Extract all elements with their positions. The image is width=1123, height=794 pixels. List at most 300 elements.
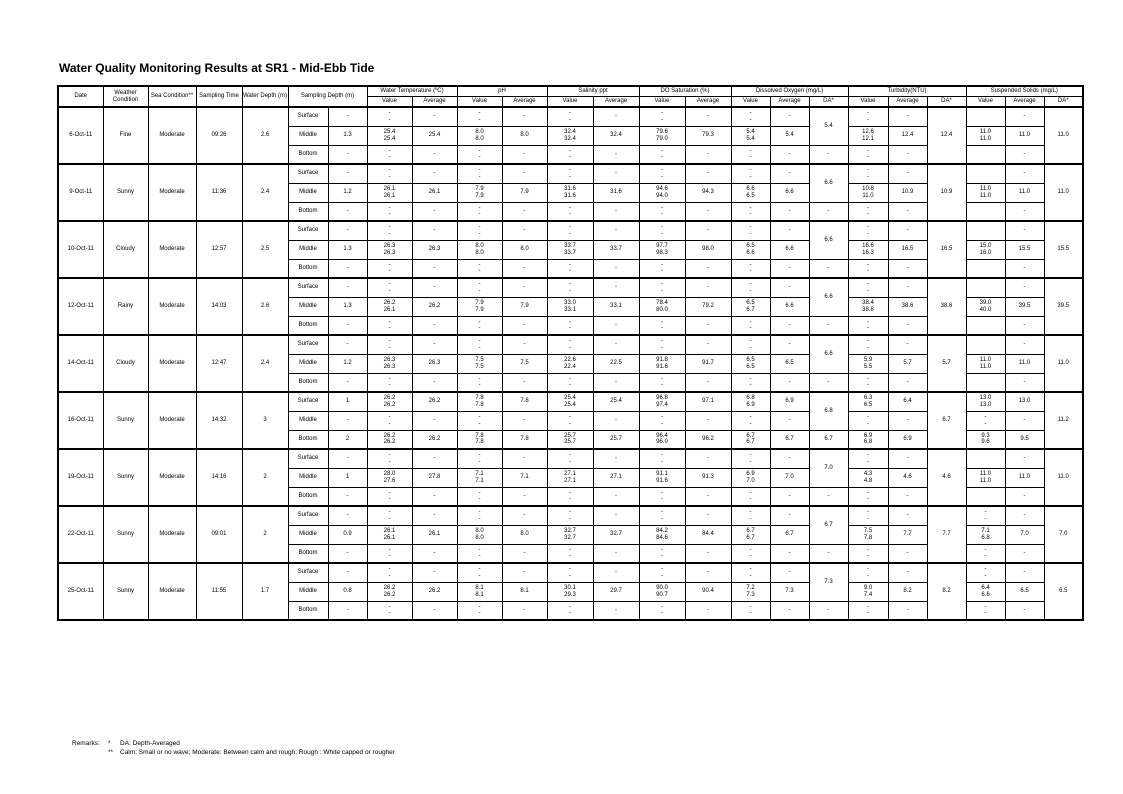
- water-depth-cell: 2.6: [242, 278, 288, 335]
- subheader-da: DA*: [1044, 97, 1083, 108]
- water-temp-average: -: [412, 487, 457, 506]
- reading-value: -: [984, 546, 987, 553]
- header-dissolved-oxygen: Dissolved Oxygen (mg/L): [731, 86, 848, 97]
- ph-average: 8.0: [502, 126, 547, 145]
- water-temp-average: -: [412, 164, 457, 183]
- dissolved-oxygen-average: 6.7: [770, 430, 809, 449]
- do-saturation-average: -: [685, 373, 731, 392]
- water-temp-average: 25.4: [412, 126, 457, 145]
- turbidity-da: 10.9: [927, 164, 966, 221]
- reading-value: -: [388, 261, 391, 268]
- sampling-time-cell: 12:47: [196, 335, 242, 392]
- dissolved-oxygen-average: 7.0: [770, 468, 809, 487]
- reading-value: -: [661, 281, 663, 288]
- do-saturation-values: [639, 506, 685, 525]
- salinity-values: [547, 164, 593, 183]
- reading-value: -: [569, 546, 571, 553]
- table-body: [58, 107, 1083, 620]
- reading-value: 33.1: [564, 306, 576, 313]
- reading-value: -: [867, 603, 869, 610]
- reading-value: -: [661, 375, 663, 382]
- reading-value: 26.1: [383, 534, 396, 541]
- water-temp-values: [367, 278, 412, 297]
- salinity-average: 33.7: [593, 240, 639, 259]
- ph-values: [457, 164, 502, 183]
- do-saturation-values: [639, 240, 685, 259]
- reading-value: -: [569, 610, 571, 617]
- water-temp-average: -: [412, 506, 457, 525]
- water-depth-cell: 2.6: [242, 107, 288, 164]
- salinity-values: [547, 278, 593, 297]
- subheader-value: Value: [966, 97, 1005, 108]
- do-saturation-average: -: [685, 563, 731, 582]
- reading-value: 11.0: [979, 357, 992, 363]
- suspended-solids-average: -: [1005, 506, 1044, 525]
- salinity-average: -: [593, 316, 639, 335]
- water-temp-average: -: [412, 107, 457, 126]
- salinity-values: [547, 601, 593, 620]
- salinity-values: [547, 373, 593, 392]
- reading-value: -: [749, 338, 752, 345]
- sea-condition-cell: Moderate: [148, 278, 196, 335]
- reading-value: 25.7: [564, 439, 576, 446]
- dissolved-oxygen-values: [731, 316, 770, 335]
- reading-value: 6.6: [746, 186, 755, 192]
- dissolved-oxygen-da-bottom: -: [809, 202, 848, 221]
- reading-value: 6.5: [746, 300, 755, 306]
- reading-value: 7.8: [863, 534, 873, 541]
- suspended-solids-average: -: [1005, 278, 1044, 297]
- water-temp-values: [367, 126, 412, 145]
- salinity-values: [547, 202, 593, 221]
- reading-value: 6.9: [746, 401, 755, 408]
- reading-value: -: [569, 382, 571, 389]
- sampling-time-cell: 09:01: [196, 506, 242, 563]
- reading-value: -: [388, 496, 391, 503]
- header-salinity: Salinity ppt: [547, 86, 639, 97]
- salinity-values: [547, 487, 593, 506]
- reading-value: -: [867, 268, 869, 275]
- subheader-average: Average: [412, 97, 457, 108]
- do-saturation-values: [639, 145, 685, 164]
- suspended-solids-average: 39.5: [1005, 297, 1044, 316]
- turbidity-average: -: [888, 107, 927, 126]
- turbidity-average: -: [888, 316, 927, 335]
- ph-average: 7.5: [502, 354, 547, 373]
- ph-average: 8.1: [502, 582, 547, 601]
- reading-value: 26.2: [383, 439, 396, 446]
- header-weather: Weather Condition: [103, 86, 148, 107]
- suspended-solids-values: [966, 335, 1005, 354]
- turbidity-average: -: [888, 373, 927, 392]
- layer-name-cell: Bottom: [288, 202, 328, 221]
- reading-value: 6.5: [746, 357, 755, 363]
- reading-value: -: [569, 318, 571, 325]
- do-saturation-values: [639, 164, 685, 183]
- reading-value: -: [569, 211, 571, 218]
- reading-value: -: [478, 509, 481, 516]
- water-depth-cell: 1.7: [242, 563, 288, 620]
- reading-value: -: [478, 325, 481, 332]
- reading-value: -: [478, 489, 481, 496]
- reading-value: 27.6: [383, 477, 396, 484]
- reading-value: -: [867, 375, 869, 382]
- suspended-solids-average: -: [1005, 373, 1044, 392]
- reading-value: 97.4: [656, 401, 668, 408]
- do-saturation-average: -: [685, 544, 731, 563]
- reading-value: -: [478, 167, 481, 174]
- reading-value: -: [661, 110, 663, 117]
- reading-value: -: [867, 515, 869, 522]
- ph-average: -: [502, 601, 547, 620]
- reading-value: -: [661, 230, 663, 237]
- do-saturation-average: 94.3: [685, 183, 731, 202]
- suspended-solids-values: [966, 392, 1005, 411]
- salinity-average: 33.1: [593, 297, 639, 316]
- reading-value: 25.4: [564, 401, 576, 408]
- reading-value: 79.6: [656, 129, 668, 135]
- reading-value: 91.6: [656, 477, 668, 484]
- ph-average: 8.0: [502, 525, 547, 544]
- dissolved-oxygen-da-bottom: -: [809, 316, 848, 335]
- layer-name-cell: Bottom: [288, 316, 328, 335]
- do-saturation-values: [639, 183, 685, 202]
- reading-value: 7.5: [863, 528, 873, 534]
- salinity-values: [547, 297, 593, 316]
- date-cell: 22-Oct-11: [58, 506, 103, 563]
- reading-value: 6.6: [746, 249, 755, 256]
- reading-value: -: [388, 420, 391, 427]
- reading-value: -: [478, 268, 481, 275]
- reading-value: -: [867, 281, 869, 288]
- reading-value: 91.6: [656, 363, 668, 370]
- water-temp-values: [367, 392, 412, 411]
- sampling-time-cell: 12:57: [196, 221, 242, 278]
- reading-value: -: [388, 610, 391, 617]
- reading-value: -: [661, 147, 663, 154]
- reading-value: -: [867, 224, 869, 231]
- suspended-solids-values: [966, 278, 1005, 297]
- sampling-time-cell: 14:03: [196, 278, 242, 335]
- turbidity-values: [848, 563, 888, 582]
- reading-value: -: [569, 489, 571, 496]
- do-saturation-average: -: [685, 487, 731, 506]
- dissolved-oxygen-da-bottom: 6.7: [809, 430, 848, 449]
- turbidity-values: [848, 126, 888, 145]
- table-row: [58, 449, 1083, 468]
- water-temp-average: -: [412, 145, 457, 164]
- dissolved-oxygen-values: [731, 430, 770, 449]
- water-temp-values: [367, 259, 412, 278]
- sampling-depth-cell: 1.3: [328, 297, 367, 316]
- reading-value: 7.0: [746, 477, 755, 484]
- turbidity-values: [848, 449, 888, 468]
- water-temp-values: [367, 316, 412, 335]
- reading-value: 29.3: [564, 591, 576, 598]
- dissolved-oxygen-average: 6.5: [770, 354, 809, 373]
- ph-values: [457, 525, 502, 544]
- reading-value: -: [569, 603, 571, 610]
- reading-value: -: [867, 572, 869, 579]
- reading-value: -: [478, 382, 481, 389]
- suspended-solids-average: -: [1005, 164, 1044, 183]
- reading-value: 9.0: [863, 585, 873, 591]
- ph-average: -: [502, 449, 547, 468]
- remarks: [72, 739, 395, 757]
- reading-value: -: [661, 382, 663, 389]
- reading-value: 11.0: [979, 363, 992, 370]
- reading-value: -: [569, 515, 571, 522]
- dissolved-oxygen-da-bottom: -: [809, 544, 848, 563]
- suspended-solids-values: [966, 411, 1005, 430]
- suspended-solids-average: 9.5: [1005, 430, 1044, 449]
- dissolved-oxygen-values: [731, 145, 770, 164]
- date-cell: 19-Oct-11: [58, 449, 103, 506]
- salinity-average: -: [593, 487, 639, 506]
- layer-name-cell: Bottom: [288, 259, 328, 278]
- turbidity-values: [848, 487, 888, 506]
- reading-value: -: [749, 553, 752, 560]
- do-saturation-values: [639, 411, 685, 430]
- sampling-time-cell: 14:32: [196, 392, 242, 449]
- reading-value: -: [388, 147, 391, 154]
- reading-value: 31.6: [564, 186, 576, 192]
- reading-value: 6.6: [981, 591, 990, 598]
- reading-value: -: [661, 566, 663, 573]
- reading-value: 32.4: [564, 129, 576, 135]
- reading-value: -: [749, 230, 752, 237]
- reading-value: -: [569, 553, 571, 560]
- sea-condition-cell: Moderate: [148, 107, 196, 164]
- reading-value: 26.1: [383, 186, 396, 192]
- reading-value: -: [569, 509, 571, 516]
- dissolved-oxygen-values: [731, 373, 770, 392]
- water-temp-average: -: [412, 202, 457, 221]
- reading-value: 94.6: [656, 186, 668, 192]
- turbidity-average: -: [888, 487, 927, 506]
- reading-value: -: [749, 261, 752, 268]
- ph-average: -: [502, 221, 547, 240]
- reading-value: -: [478, 496, 481, 503]
- dissolved-oxygen-average: 6.7: [770, 525, 809, 544]
- do-saturation-average: 91.7: [685, 354, 731, 373]
- suspended-solids-average: 11.0: [1005, 126, 1044, 145]
- do-saturation-average: -: [685, 145, 731, 164]
- reading-value: -: [661, 420, 663, 427]
- sea-condition-cell: Moderate: [148, 164, 196, 221]
- turbidity-values: [848, 601, 888, 620]
- reading-value: -: [478, 572, 481, 579]
- layer-name-cell: Middle: [288, 525, 328, 544]
- reading-value: -: [984, 420, 987, 427]
- reading-value: -: [749, 287, 752, 294]
- reading-value: 38.4: [862, 300, 874, 306]
- reading-value: -: [388, 287, 391, 294]
- reading-value: 27.1: [564, 471, 576, 477]
- turbidity-average: 38.6: [888, 297, 927, 316]
- reading-value: -: [867, 458, 869, 465]
- reading-value: 39.0: [979, 300, 992, 306]
- salinity-average: -: [593, 601, 639, 620]
- reading-value: -: [388, 572, 391, 579]
- water-temp-average: -: [412, 335, 457, 354]
- reading-value: -: [749, 452, 752, 459]
- reading-value: 8.0: [475, 135, 484, 142]
- reading-value: -: [661, 553, 663, 560]
- reading-value: 7.8: [475, 395, 484, 402]
- dissolved-oxygen-average: -: [770, 373, 809, 392]
- reading-value: -: [661, 268, 663, 275]
- reading-value: -: [388, 344, 391, 351]
- layer-name-cell: Bottom: [288, 487, 328, 506]
- ph-values: [457, 316, 502, 335]
- ph-values: [457, 278, 502, 297]
- reading-value: 7.4: [863, 591, 873, 598]
- do-saturation-average: -: [685, 449, 731, 468]
- suspended-solids-values: [966, 202, 1005, 221]
- salinity-average: -: [593, 335, 639, 354]
- dissolved-oxygen-values: [731, 164, 770, 183]
- reading-value: -: [867, 204, 869, 211]
- subheader-value: Value: [731, 97, 770, 108]
- dissolved-oxygen-average: -: [770, 563, 809, 582]
- reading-value: -: [749, 211, 752, 218]
- reading-value: -: [569, 496, 571, 503]
- dissolved-oxygen-average: -: [770, 601, 809, 620]
- salinity-values: [547, 240, 593, 259]
- ph-values: [457, 335, 502, 354]
- turbidity-average: -: [888, 335, 927, 354]
- ph-values: [457, 487, 502, 506]
- ph-average: -: [502, 202, 547, 221]
- do-saturation-average: 97.1: [685, 392, 731, 411]
- ph-average: -: [502, 373, 547, 392]
- reading-value: -: [569, 268, 571, 275]
- dissolved-oxygen-values: [731, 582, 770, 601]
- reading-value: 8.0: [475, 528, 484, 534]
- reading-value: 26.2: [383, 395, 396, 402]
- reading-value: -: [867, 414, 869, 420]
- ph-values: [457, 354, 502, 373]
- subheader-average: Average: [888, 97, 927, 108]
- water-temp-values: [367, 221, 412, 240]
- date-cell: 14-Oct-11: [58, 335, 103, 392]
- reading-value: -: [569, 116, 571, 123]
- do-saturation-average: -: [685, 316, 731, 335]
- do-saturation-average: 96.2: [685, 430, 731, 449]
- reading-value: -: [661, 211, 663, 218]
- header-date: Date: [58, 86, 103, 107]
- reading-value: -: [867, 546, 869, 553]
- reading-value: -: [867, 173, 869, 180]
- reading-value: 32.7: [564, 534, 576, 541]
- weather-cell: Sunny: [103, 506, 148, 563]
- sampling-depth-cell: -: [328, 487, 367, 506]
- reading-value: -: [388, 281, 391, 288]
- reading-value: -: [867, 110, 869, 117]
- header-sea: Sea Condition**: [148, 86, 196, 107]
- reading-value: -: [749, 325, 752, 332]
- reading-value: 90.0: [656, 585, 668, 591]
- sea-condition-cell: Moderate: [148, 506, 196, 563]
- reading-value: 78.4: [656, 300, 668, 306]
- layer-name-cell: Middle: [288, 183, 328, 202]
- reading-value: -: [749, 318, 752, 325]
- do-saturation-values: [639, 278, 685, 297]
- suspended-solids-values: [966, 297, 1005, 316]
- turbidity-average: 6.9: [888, 430, 927, 449]
- salinity-average: -: [593, 563, 639, 582]
- reading-value: 9.6: [981, 439, 990, 446]
- do-saturation-values: [639, 335, 685, 354]
- do-saturation-values: [639, 525, 685, 544]
- reading-value: 28.0: [383, 471, 396, 477]
- ph-average: -: [502, 278, 547, 297]
- reading-value: -: [749, 204, 752, 211]
- turbidity-da: 38.6: [927, 278, 966, 335]
- reading-value: 6.5: [746, 192, 755, 199]
- sea-condition-cell: Moderate: [148, 563, 196, 620]
- salinity-average: 25.4: [593, 392, 639, 411]
- turbidity-values: [848, 107, 888, 126]
- turbidity-values: [848, 297, 888, 316]
- reading-value: 12.6: [862, 129, 874, 135]
- turbidity-values: [848, 373, 888, 392]
- turbidity-values: [848, 544, 888, 563]
- suspended-solids-values: [966, 126, 1005, 145]
- dissolved-oxygen-da: 6.6: [809, 335, 848, 373]
- reading-value: -: [867, 230, 869, 237]
- do-saturation-average: 84.4: [685, 525, 731, 544]
- dissolved-oxygen-da: 6.6: [809, 278, 848, 316]
- suspended-solids-values: [966, 563, 1005, 582]
- suspended-solids-da: 7.0: [1044, 506, 1083, 563]
- sampling-depth-cell: -: [328, 107, 367, 126]
- reading-value: 98.3: [656, 249, 668, 256]
- reading-value: -: [478, 281, 481, 288]
- reading-value: 7.1: [475, 471, 484, 477]
- reading-value: -: [867, 509, 869, 516]
- ph-average: 7.9: [502, 297, 547, 316]
- reading-value: 26.2: [383, 300, 396, 306]
- table-row: [58, 107, 1083, 126]
- table-row: [58, 335, 1083, 354]
- ph-average: -: [502, 145, 547, 164]
- dissolved-oxygen-average: 6.9: [770, 392, 809, 411]
- reading-value: -: [661, 458, 663, 465]
- reading-value: -: [388, 489, 391, 496]
- ph-values: [457, 221, 502, 240]
- reading-value: -: [569, 147, 571, 154]
- water-temp-values: [367, 468, 412, 487]
- date-cell: 16-Oct-11: [58, 392, 103, 449]
- sampling-depth-cell: -: [328, 259, 367, 278]
- reading-value: 16.3: [862, 249, 874, 256]
- ph-values: [457, 297, 502, 316]
- suspended-solids-average: -: [1005, 601, 1044, 620]
- layer-name-cell: Surface: [288, 335, 328, 354]
- reading-value: -: [478, 566, 481, 573]
- header-turbidity: Turbidity(NTU): [848, 86, 966, 97]
- reading-value: -: [569, 154, 571, 161]
- reading-value: 6.9: [746, 471, 755, 477]
- do-saturation-average: -: [685, 335, 731, 354]
- reading-value: -: [661, 344, 663, 351]
- subheader-value: Value: [639, 97, 685, 108]
- reading-value: -: [388, 167, 391, 174]
- reading-value: 26.2: [383, 585, 396, 591]
- ph-average: 7.8: [502, 392, 547, 411]
